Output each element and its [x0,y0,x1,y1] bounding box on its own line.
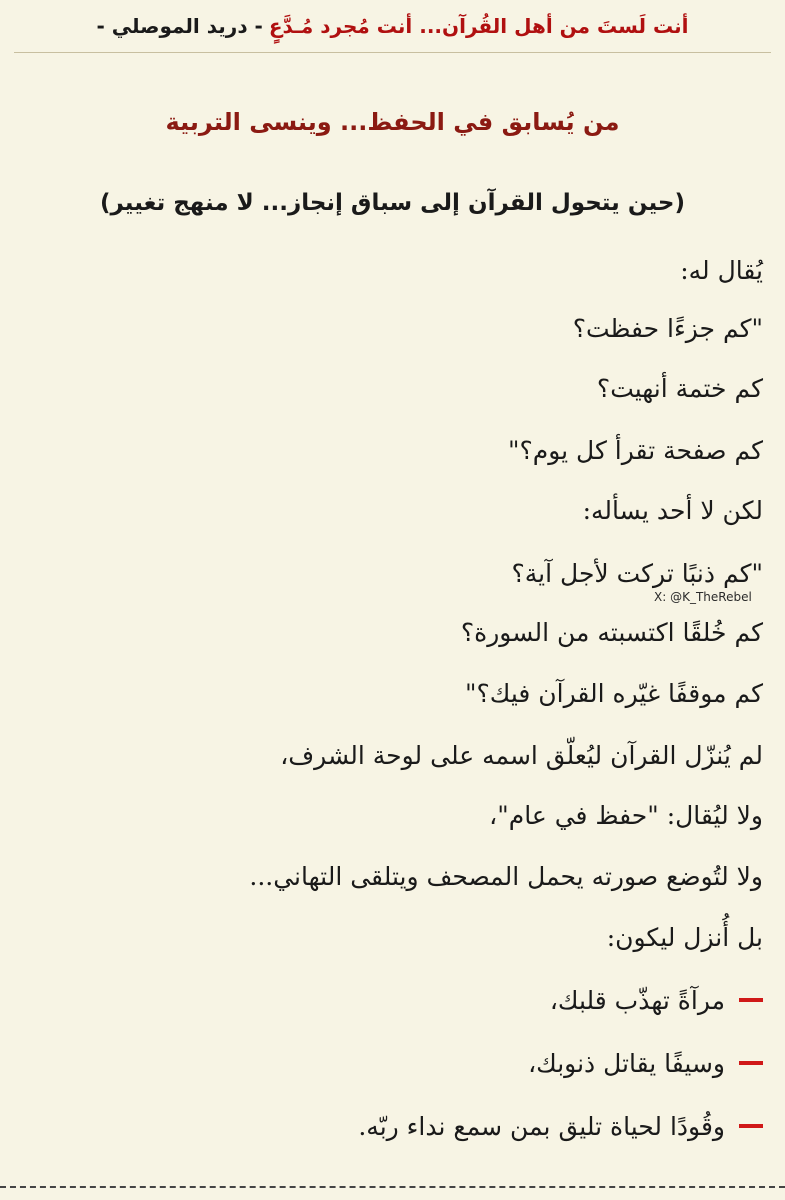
text-line: لكن لا أحد يسأله: [582,495,763,525]
header-author: - دريد الموصلي - [96,14,263,38]
text-line: ولا ليُقال: "حفظ في عام"، [489,800,763,830]
header-divider [14,52,771,53]
bullet-text: وسيفًا يقاتل ذنوبك، [528,1048,725,1078]
bullet-item [22,980,763,1020]
bullet-dash-icon [739,1061,763,1065]
page-subtitle: (حين يتحول القرآن إلى سباق إنجاز... لا منهج تغيير) [99,190,686,216]
bullet-dash-icon [739,998,763,1002]
text-line: بل أُنزل ليكون: [606,922,763,952]
watermark: X: @K_TheRebel [654,590,752,604]
bullet-text: مرآةً تهذّب قلبك، [549,985,725,1015]
bullet-item [22,1106,763,1146]
text-line: كم صفحة تقرأ كل يوم؟" [507,435,763,465]
header-bar [0,0,785,52]
bullet-item [22,1043,763,1083]
text-line: لم يُنزّل القرآن ليُعلّق اسمه على لوحة الشرف، [280,740,763,770]
bullet-dash-icon [739,1124,763,1128]
text-line: كم خُلقًا اكتسبته من السورة؟ [460,617,763,647]
text-line: يُقال له: [680,255,763,285]
text-line: "كم جزءًا حفظت؟ [572,313,763,343]
header-quote: أنت لَستَ من أهل القُرآن... أنت مُجرد مُـدَّعٍ [268,14,689,38]
bullet-text: وقُودًا لحياة تليق بمن سمع نداء ربّه. [358,1111,725,1141]
text-line: كم موقفًا غيّره القرآن فيك؟" [465,678,763,708]
page-title: من يُسابق في الحفظ... وينسى التربية [165,108,620,136]
text-line: ولا لتُوضع صورته يحمل المصحف ويتلقى التهاني... [249,861,763,891]
footer-divider [0,1186,785,1188]
text-line: كم ختمة أنهيت؟ [596,373,763,403]
text-line: "كم ذنبًا تركت لأجل آية؟ [511,558,763,588]
